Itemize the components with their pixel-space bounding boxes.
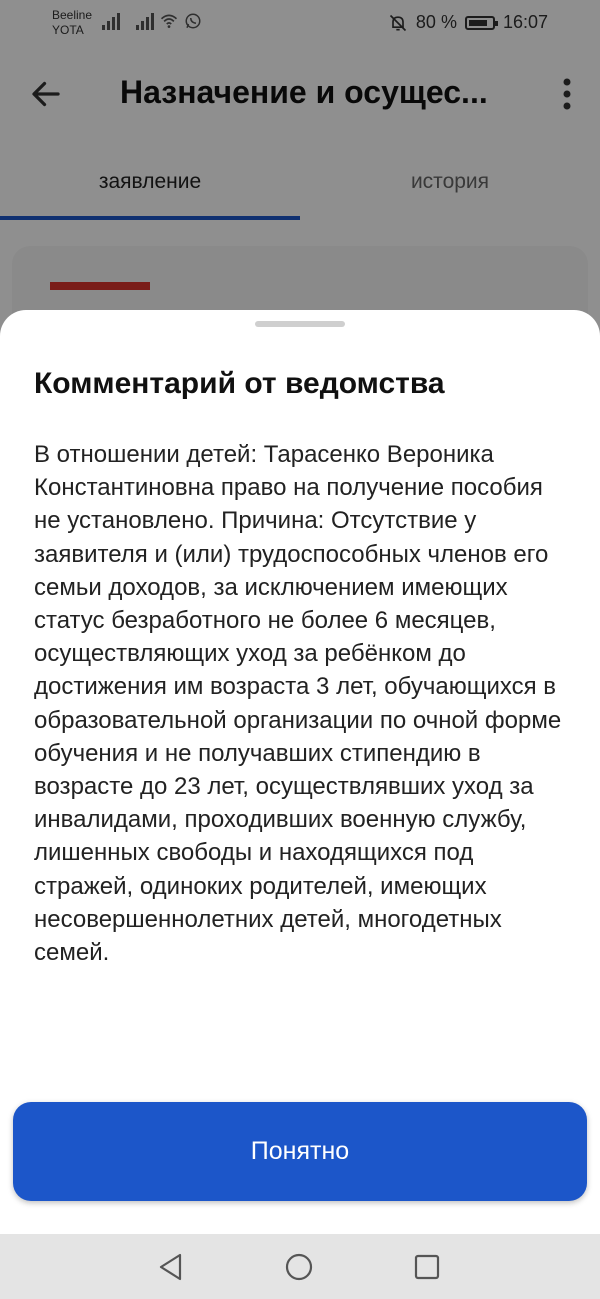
sheet-comment-text: В отношении детей: Тарасенко Вероника Константиновна право на получение пособия не установлено. Причина: Отсутствие у заявителя и (или) трудоспособных членов его семьи доходов, за исключением имеющих статус безработного не более 6 месяцев, осуществляющих уход за ребёнком до достижения им возраста 3 лет, обучающихся в образовательной организации по очной форме обучения и не получавших стипендию в возрасте до 23 лет, осуществлявших уход за инвалидами, проходивших военную службу, лишенных свободы и находящихся под стражей, одиноких родителей, имеющих несовершеннолетних детей, многодетных семей. bbox=[34, 441, 562, 967]
system-nav-bar bbox=[0, 1234, 600, 1299]
sheet-drag-handle[interactable] bbox=[255, 321, 345, 327]
nav-home-icon[interactable] bbox=[285, 1253, 313, 1281]
tab-application[interactable]: заявление bbox=[98, 170, 202, 193]
battery-percent: 80 % bbox=[415, 12, 457, 32]
bottom-sheet bbox=[0, 310, 600, 1234]
nav-back-icon[interactable] bbox=[156, 1252, 186, 1282]
tab-history[interactable]: история bbox=[410, 170, 490, 193]
understood-button[interactable]: Понятно bbox=[13, 1102, 587, 1201]
sheet-title: Комментарий от ведомства bbox=[34, 367, 445, 400]
carrier-2: YOTA bbox=[52, 23, 84, 37]
carrier-1: Beeline bbox=[52, 8, 93, 22]
clock: 16:07 bbox=[502, 12, 548, 32]
page-title: Назначение и осущес... bbox=[120, 74, 488, 110]
nav-recent-icon[interactable] bbox=[414, 1254, 440, 1280]
